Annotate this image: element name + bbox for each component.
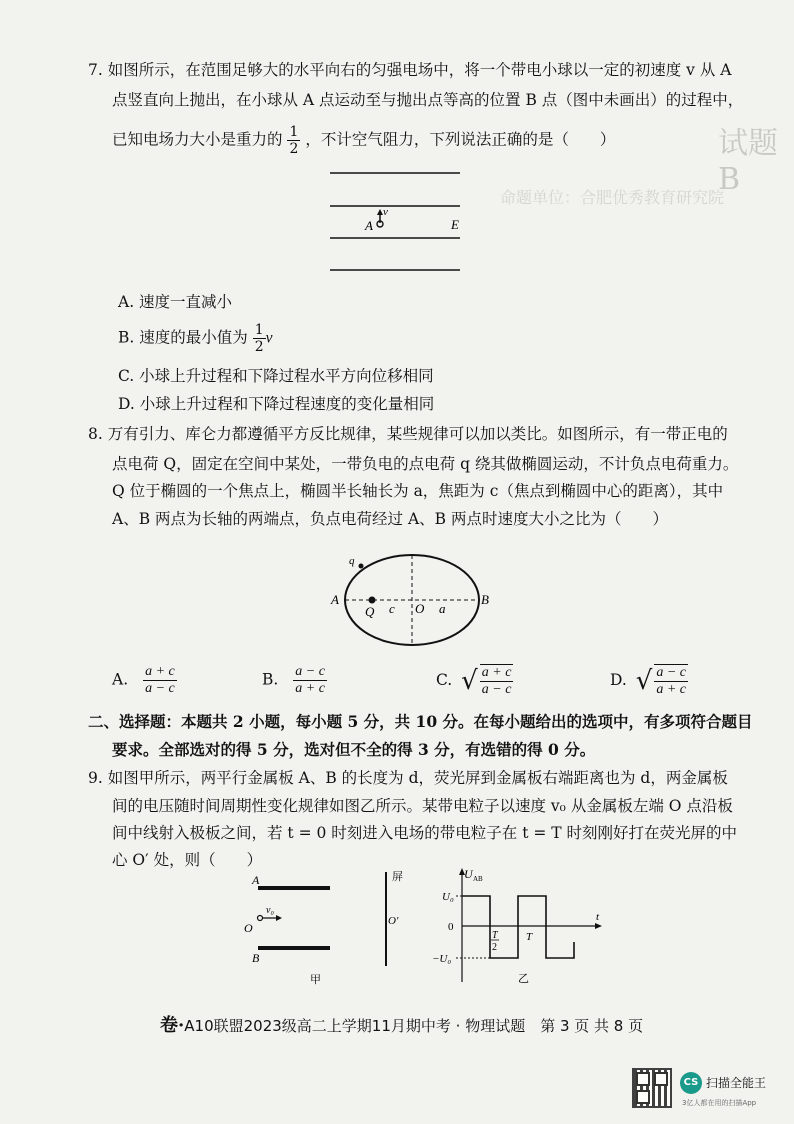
q9-line1: 9. 如图甲所示，两平行金属板 A、B 的长度为 d，荧光屏到金属板右端距离也为 d，两金属板 bbox=[88, 769, 728, 787]
q8-line2: 点电荷 Q，固定在空间中某处，一带负电的点电荷 q 绕其做椭圆运动，不计负点电荷重力。 bbox=[112, 455, 739, 473]
q7-fraction: $\frac{1}{2}$ bbox=[289, 124, 299, 157]
q8-option-d: D. √ $\frac{a - c}{a + c}$ bbox=[610, 665, 686, 697]
label-A: A bbox=[252, 873, 260, 887]
label-T2-num: T bbox=[492, 930, 498, 941]
charge-q bbox=[359, 564, 364, 569]
qr-code bbox=[632, 1068, 672, 1108]
label-v: v bbox=[383, 206, 388, 218]
footer-brand: 卷· bbox=[160, 1015, 185, 1036]
q7-option-c: C. 小球上升过程和下降过程水平方向位移相同 bbox=[118, 367, 434, 385]
q8-option-a: A. $\frac{a + c}{a - c}$ bbox=[112, 664, 175, 696]
charge-Q bbox=[369, 597, 376, 604]
label-zero: 0 bbox=[448, 921, 454, 933]
label-U: U bbox=[464, 867, 473, 881]
label-U-sub: AB bbox=[473, 875, 483, 883]
label-jia: 甲 bbox=[310, 974, 321, 986]
label-Q: Q bbox=[365, 604, 375, 619]
q9-figure-jia bbox=[240, 866, 410, 986]
label-T: T bbox=[526, 931, 533, 943]
q8-option-c: C. √ $\frac{a + c}{a - c}$ bbox=[436, 665, 512, 697]
q8-line1: 8. 万有引力、库仑力都遵循平方反比规律，某些规律可以加以类比。如图所示，有一带正电的 bbox=[88, 425, 728, 443]
label-q: q bbox=[349, 555, 355, 567]
label-screen: 屏 bbox=[392, 871, 403, 883]
label-A: A bbox=[365, 218, 373, 233]
label-negU0: −U₀ bbox=[432, 953, 452, 965]
q7-line1: 7. 如图所示，在范围足够大的水平向右的匀强电场中，将一个带电小球以一定的初速度 v 从 A bbox=[88, 61, 732, 79]
q9-line2: 间的电压随时间周期性变化规律如图乙所示。某带电粒子以速度 v₀ 从金属板左端 O 点沿板 bbox=[112, 797, 733, 815]
q7-line3 bbox=[112, 124, 615, 157]
page-footer bbox=[160, 1011, 643, 1037]
label-Oprime: O′ bbox=[388, 915, 399, 927]
q7-field-diagram bbox=[325, 168, 465, 278]
section2-line1: 二、选择题：本题共 2 小题，每小题 5 分，共 10 分。在每小题给出的选项中，有多项符合题目 bbox=[88, 712, 753, 731]
label-t: t bbox=[596, 911, 600, 923]
scanner-badge: CS bbox=[680, 1072, 702, 1094]
q9-line3: 间中线射入极板之间，若 t = 0 时刻进入电场的带电粒子在 t = T 时刻刚好打在荧光屏的中 bbox=[112, 824, 738, 842]
label-B: B bbox=[252, 951, 260, 965]
q8-ellipse-diagram bbox=[325, 550, 495, 650]
label-c: c bbox=[389, 601, 395, 616]
q8-line3: Q 位于椭圆的一个焦点上，椭圆半长轴长为 a，焦距为 c（焦点到椭圆中心的距离），其中 bbox=[112, 482, 724, 500]
q7-line3-text2: ，不计空气阻力，下列说法正确的是（ ） bbox=[305, 130, 616, 149]
label-yi: 乙 bbox=[518, 973, 529, 985]
label-U0: U₀ bbox=[442, 891, 454, 903]
bleed-title: 试题 B bbox=[718, 126, 778, 197]
label-B: B bbox=[481, 592, 489, 607]
q7-option-d: D. 小球上升过程和下降过程速度的变化量相同 bbox=[118, 395, 435, 413]
q8-line4: A、B 两点为长轴的两端点，负点电荷经过 A、B 两点时速度大小之比为（ ） bbox=[112, 510, 668, 528]
scanner-watermark bbox=[632, 1068, 782, 1114]
q9-figure-yi bbox=[420, 862, 610, 987]
footer-text: A10联盟2023级高二上学期11月期中考 · 物理试题 第 3 页 共 8 页 bbox=[184, 1017, 644, 1035]
voltage-waveform bbox=[462, 896, 574, 958]
q7-option-a: A. 速度一直减小 bbox=[118, 293, 233, 311]
q9-line4: 心 O′ 处，则（ ） bbox=[112, 851, 263, 869]
q7-line3-text: 已知电场力大小是重力的 bbox=[112, 130, 283, 149]
label-a: a bbox=[439, 601, 446, 616]
point-O bbox=[258, 916, 263, 921]
q7-option-b: B. 速度的最小值为 $\frac{1}{2}$ v bbox=[118, 322, 273, 355]
label-v0: v₀ bbox=[266, 905, 274, 916]
label-E: E bbox=[451, 217, 459, 232]
q8-option-b: B. $\frac{a - c}{a + c}$ bbox=[262, 664, 325, 696]
q7-line2: 点竖直向上抛出，在小球从 A 点运动至与抛出点等高的位置 B 点（图中未画出）的过程中， bbox=[112, 91, 744, 109]
label-T2-den: 2 bbox=[492, 942, 497, 953]
scanner-name: 扫描全能王 bbox=[706, 1076, 767, 1090]
label-A: A bbox=[331, 592, 339, 607]
bleed-subtitle: 命题单位：合肥优秀教育研究院 bbox=[500, 188, 725, 207]
label-O: O bbox=[415, 601, 425, 616]
section2-line2: 要求。全部选对的得 5 分，选对但不全的得 3 分，有选错的得 0 分。 bbox=[112, 740, 596, 759]
scanner-sub: 3亿人都在用的扫描App bbox=[682, 1099, 757, 1107]
label-O: O bbox=[244, 921, 253, 935]
